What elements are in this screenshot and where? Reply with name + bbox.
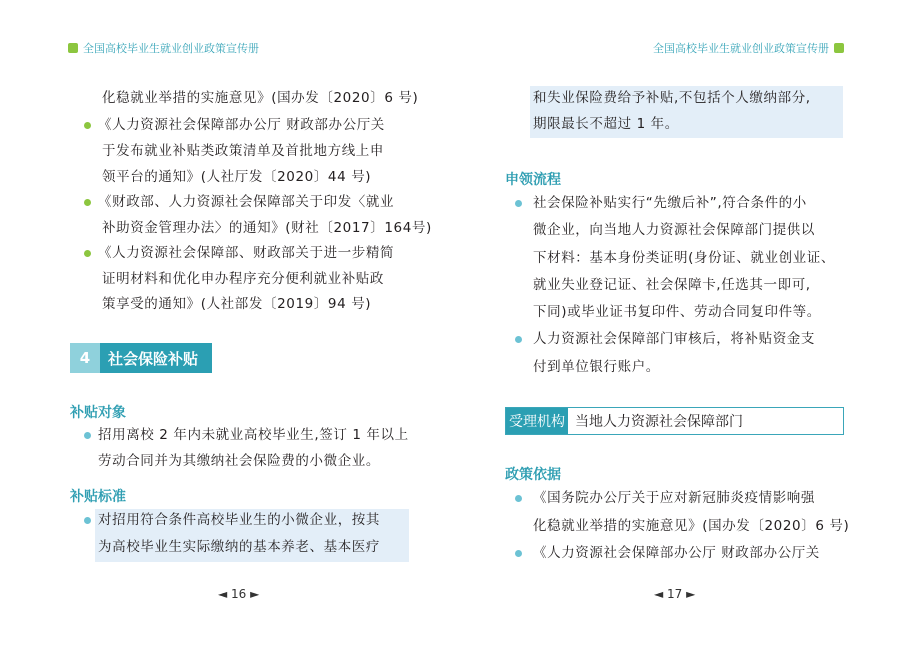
policy-line: 领平台的通知》(人社厅发〔2020〕44 号)	[102, 169, 372, 185]
bullet-icon	[84, 432, 91, 439]
continuation-line: 和失业保险费给予补贴,不包括个人缴纳部分,	[533, 90, 811, 106]
policy-line: 《财政部、人力资源社会保障部关于印发〈就业	[98, 194, 395, 210]
bullet-icon	[515, 200, 522, 207]
basis-heading: 政策依据	[505, 467, 561, 483]
header-title: 全国高校毕业生就业创业政策宣传册	[83, 42, 259, 55]
target-heading: 补贴对象	[70, 405, 126, 421]
bullet-icon	[84, 122, 91, 129]
agency-value: 当地人力资源社会保障部门	[575, 414, 743, 430]
policy-line: 证明材料和优化申办程序充分便利就业补贴政	[102, 271, 384, 287]
continuation-line: 期限最长不超过 1 年。	[533, 116, 679, 132]
section-number: 4	[70, 343, 100, 373]
process-line: 付到单位银行账户。	[533, 359, 660, 375]
left-header	[68, 40, 259, 56]
page-number: ◄ 17 ►	[654, 587, 696, 601]
policy-line: 策享受的通知》(人社部发〔2019〕94 号)	[102, 296, 372, 312]
basis-line: 《国务院办公厅关于应对新冠肺炎疫情影响强	[533, 490, 815, 506]
policy-line: 补助资金管理办法〉的通知》(财社〔2017〕164号)	[102, 220, 432, 236]
bullet-icon	[84, 199, 91, 206]
agency-box	[505, 407, 844, 435]
bullet-icon	[515, 550, 522, 557]
policy-line: 《人力资源社会保障部、财政部关于进一步精简	[98, 245, 395, 261]
bullet-icon	[84, 250, 91, 257]
process-line: 就业失业登记证、社会保障卡,任选其一即可,	[533, 277, 811, 293]
section-heading	[70, 343, 212, 373]
bullet-icon	[515, 495, 522, 502]
target-line: 劳动合同并为其缴纳社会保险费的小微企业。	[98, 453, 380, 469]
section-title: 社会保险补贴	[108, 349, 199, 368]
page-number: ◄ 16 ►	[218, 587, 260, 601]
basis-line: 化稳就业举措的实施意见》(国办发〔2020〕6 号)	[533, 518, 850, 534]
policy-line: 化稳就业举措的实施意见》(国办发〔2020〕6 号)	[102, 90, 419, 106]
process-line: 社会保险补贴实行“先缴后补”,符合条件的小	[533, 195, 807, 211]
agency-label: 受理机构	[506, 408, 568, 434]
standard-line: 为高校毕业生实际缴纳的基本养老、基本医疗	[98, 539, 380, 555]
standard-heading: 补贴标准	[70, 489, 126, 505]
basis-line: 《人力资源社会保障部办公厅 财政部办公厅关	[533, 545, 820, 561]
policy-line: 《人力资源社会保障部办公厅 财政部办公厅关	[98, 117, 385, 133]
process-line: 下同)或毕业证书复印件、劳动合同复印件等。	[533, 304, 821, 320]
process-heading: 申领流程	[505, 172, 561, 188]
standard-line: 对招用符合条件高校毕业生的小微企业，按其	[98, 512, 380, 528]
bullet-icon	[84, 517, 91, 524]
bullet-icon	[515, 336, 522, 343]
process-line: 微企业，向当地人力资源社会保障部门提供以	[533, 222, 815, 238]
header-title: 全国高校毕业生就业创业政策宣传册	[653, 42, 829, 55]
header-mark-icon	[834, 43, 844, 53]
header-mark-icon	[68, 43, 78, 53]
policy-line: 于发布就业补贴类政策清单及首批地方线上申	[102, 143, 384, 159]
right-header	[653, 40, 844, 56]
process-line: 下材料：基本身份类证明(身份证、就业创业证、	[533, 250, 835, 266]
process-line: 人力资源社会保障部门审核后，将补贴资金支	[533, 331, 815, 347]
target-line: 招用离校 2 年内未就业高校毕业生,签订 1 年以上	[98, 427, 409, 443]
